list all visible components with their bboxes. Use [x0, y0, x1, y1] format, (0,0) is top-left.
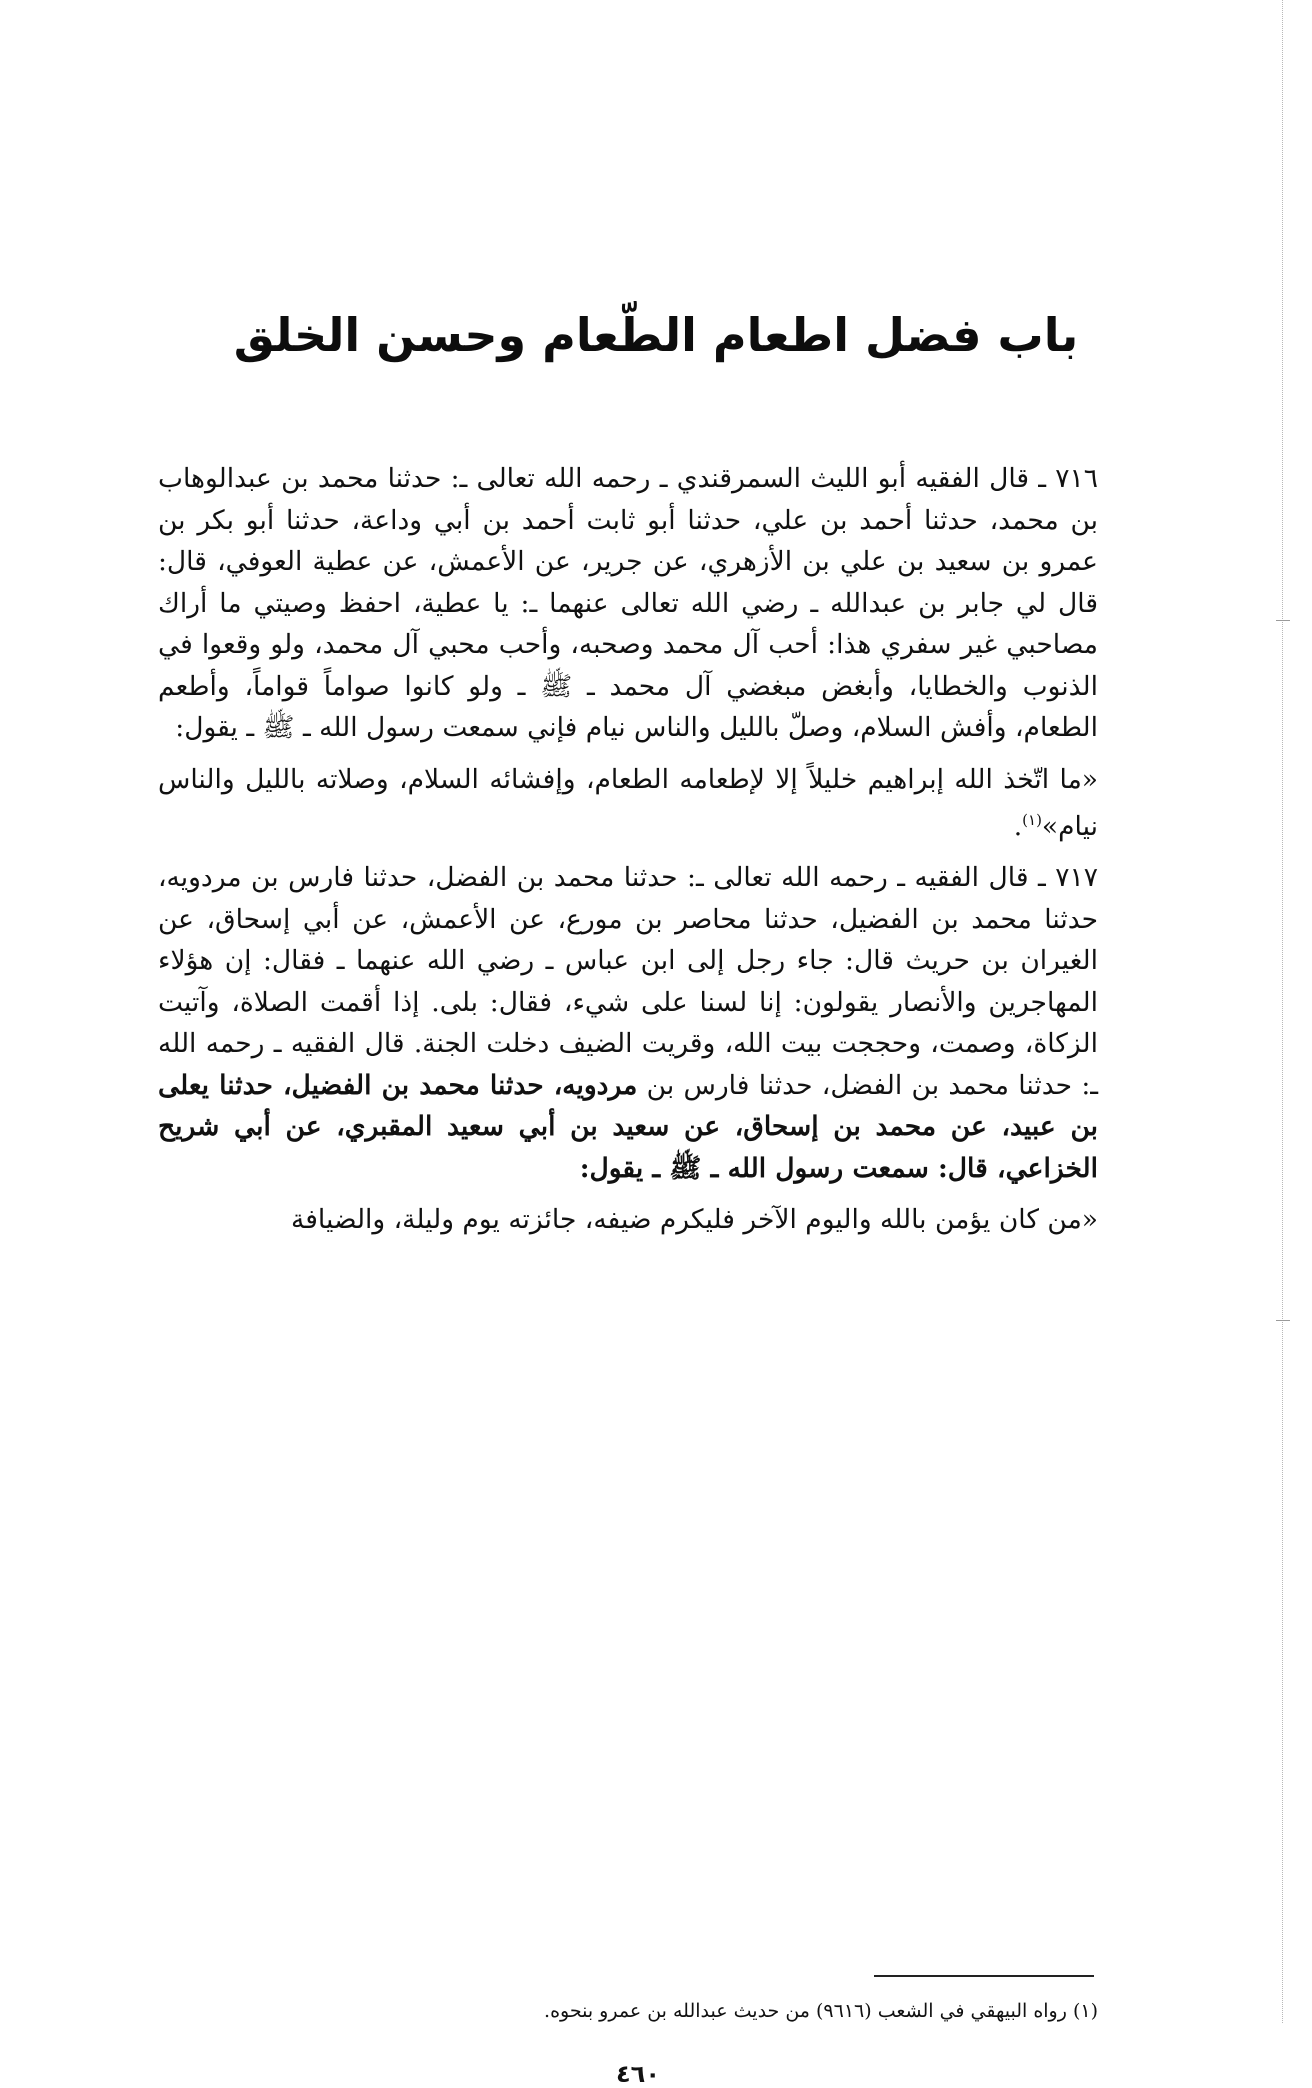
hadith-quote-2-text: «من كان يؤمن بالله واليوم الآخر فليكرم ضيفه، جائزته يوم وليلة، والضيافة	[291, 1204, 1098, 1236]
page-number: ٤٦٠	[616, 2060, 660, 2088]
page-edge-tick	[1276, 1320, 1290, 1321]
hadith-quote-1-text: «ما اتّخذ الله إبراهيم خليلاً إلا لإطعامه الطعام، وإفشائه السلام، وصلاته بالليل والناس نيام»	[158, 763, 1098, 842]
body-text	[158, 458, 1098, 1251]
chapter-heading: باب فضل اطعام الطّعام وحسن الخلق	[233, 308, 1079, 362]
footnote-divider	[874, 1975, 1094, 1977]
hadith-quote-1-trail: .	[1013, 810, 1023, 842]
page-edge-line	[1282, 0, 1283, 2023]
page-edge-tick	[1276, 620, 1290, 621]
hadith-quote-2	[158, 1199, 1098, 1241]
paragraph-717	[158, 857, 1098, 1189]
paragraph-717-text: ٧١٧ ـ قال الفقيه ـ رحمه الله تعالى ـ: حدثنا محمد بن الفضل، حدثنا فارس بن مردويه، حدثنا محمد بن الفضيل، حدثنا محاصر بن مورع، عن الأعمش، عن أبي إسحاق، عن الغيران بن حريث قال: جاء رجل إلى ابن عباس ـ رضي الله عنهما ـ فقال: إن هؤلاء المهاجرين والأنصار يقولون: إنا لسنا على شيء، فقال: بلى. إذا أقمت الصلاة، وآتيت الزكاة، وصمت، وحججت بيت الله، وقريت الضيف دخلت الجنة. قال الفقيه ـ رحمه الله ـ: حدثنا محمد بن الفضل، حدثنا فارس بن	[158, 862, 1099, 1101]
paragraph-717-bold-text: مردويه، حدثنا محمد بن الفضيل، حدثنا يعلى بن عبيد، عن محمد بن إسحاق، عن سعيد بن أبي سعيد المقبري، عن أبي شريح الخزاعي، قال: سمعت رسول الله ـ ﷺ ـ يقول:	[158, 1069, 1098, 1184]
paragraph-716	[158, 458, 1098, 749]
hadith-quote-1	[158, 759, 1098, 848]
footnote: (١) رواه البيهقي في الشعب (٩٦١٦) من حديث عبدالله بن عمرو بنحوه.	[544, 2000, 1098, 2022]
paragraph-716-text: ٧١٦ ـ قال الفقيه أبو الليث السمرقندي ـ رحمه الله تعالى ـ: حدثنا محمد بن عبدالوهاب بن محمد، حدثنا أحمد بن علي، حدثنا أبو ثابت أحمد بن أبي وداعة، حدثنا أبو بكر بن عمرو بن سعيد بن علي بن الأزهري، عن جرير، عن الأعمش، عن عطية العوفي، قال: قال لي جابر بن عبدالله ـ رضي الله تعالى عنهما ـ: يا عطية، احفظ وصيتي ما أراك مصاحبي غير سفري هذا: أحب آل محمد وصحبه، وأحب محبي آل محمد، ولو وقعوا في الذنوب والخطايا، وأبغض مبغضي آل محمد ـ ﷺ ـ ولو كانوا صواماً قواماً، وأطعم الطعام، وأفش السلام، وصلّ بالليل والناس نيام فإني سمعت رسول الله ـ ﷺ ـ يقول:	[158, 463, 1098, 743]
footnote-marker: (١)	[1022, 811, 1042, 829]
